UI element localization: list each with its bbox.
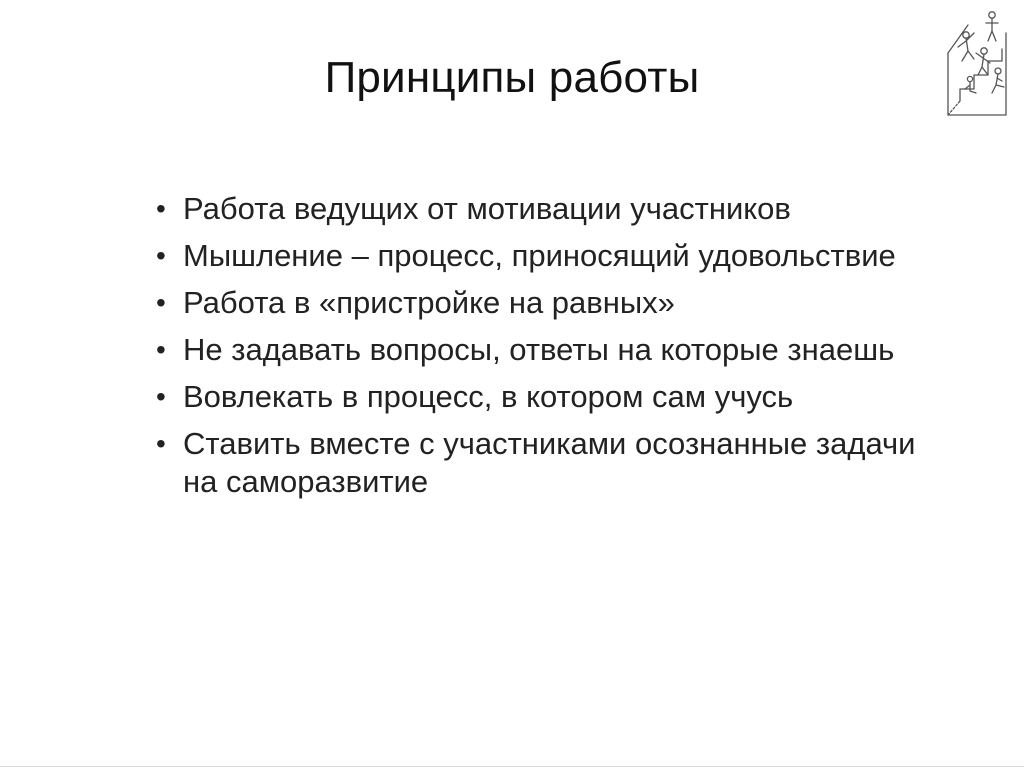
list-item xyxy=(156,331,936,369)
slide-title: Принципы работы xyxy=(324,53,700,102)
list-item xyxy=(156,378,936,416)
bullet-marker: • xyxy=(156,240,166,271)
bullet-list xyxy=(156,190,936,510)
bullet-text: Ставить вместе с участниками осознанные задачи на саморазвитие xyxy=(183,426,916,499)
bullet-text: Вовлекать в процесс, в котором сам учусь xyxy=(183,379,794,414)
list-item xyxy=(156,284,936,322)
list-item xyxy=(156,425,936,501)
list-item xyxy=(156,237,936,275)
bullet-marker: • xyxy=(156,193,166,224)
bullet-text: Работа ведущих от мотивации участников xyxy=(183,191,791,226)
people-climbing-stairs-icon xyxy=(940,5,1012,117)
bullet-marker: • xyxy=(156,381,166,412)
bullet-marker: • xyxy=(156,428,166,459)
bullet-text: Работа в «пристройке на равных» xyxy=(183,285,675,320)
bullet-marker: • xyxy=(156,334,166,365)
list-item xyxy=(156,190,936,228)
bullet-text: Мышление – процесс, приносящий удовольствие xyxy=(183,238,896,273)
bullet-text: Не задавать вопросы, ответы на которые знаешь xyxy=(183,332,895,367)
bullet-marker: • xyxy=(156,287,166,318)
